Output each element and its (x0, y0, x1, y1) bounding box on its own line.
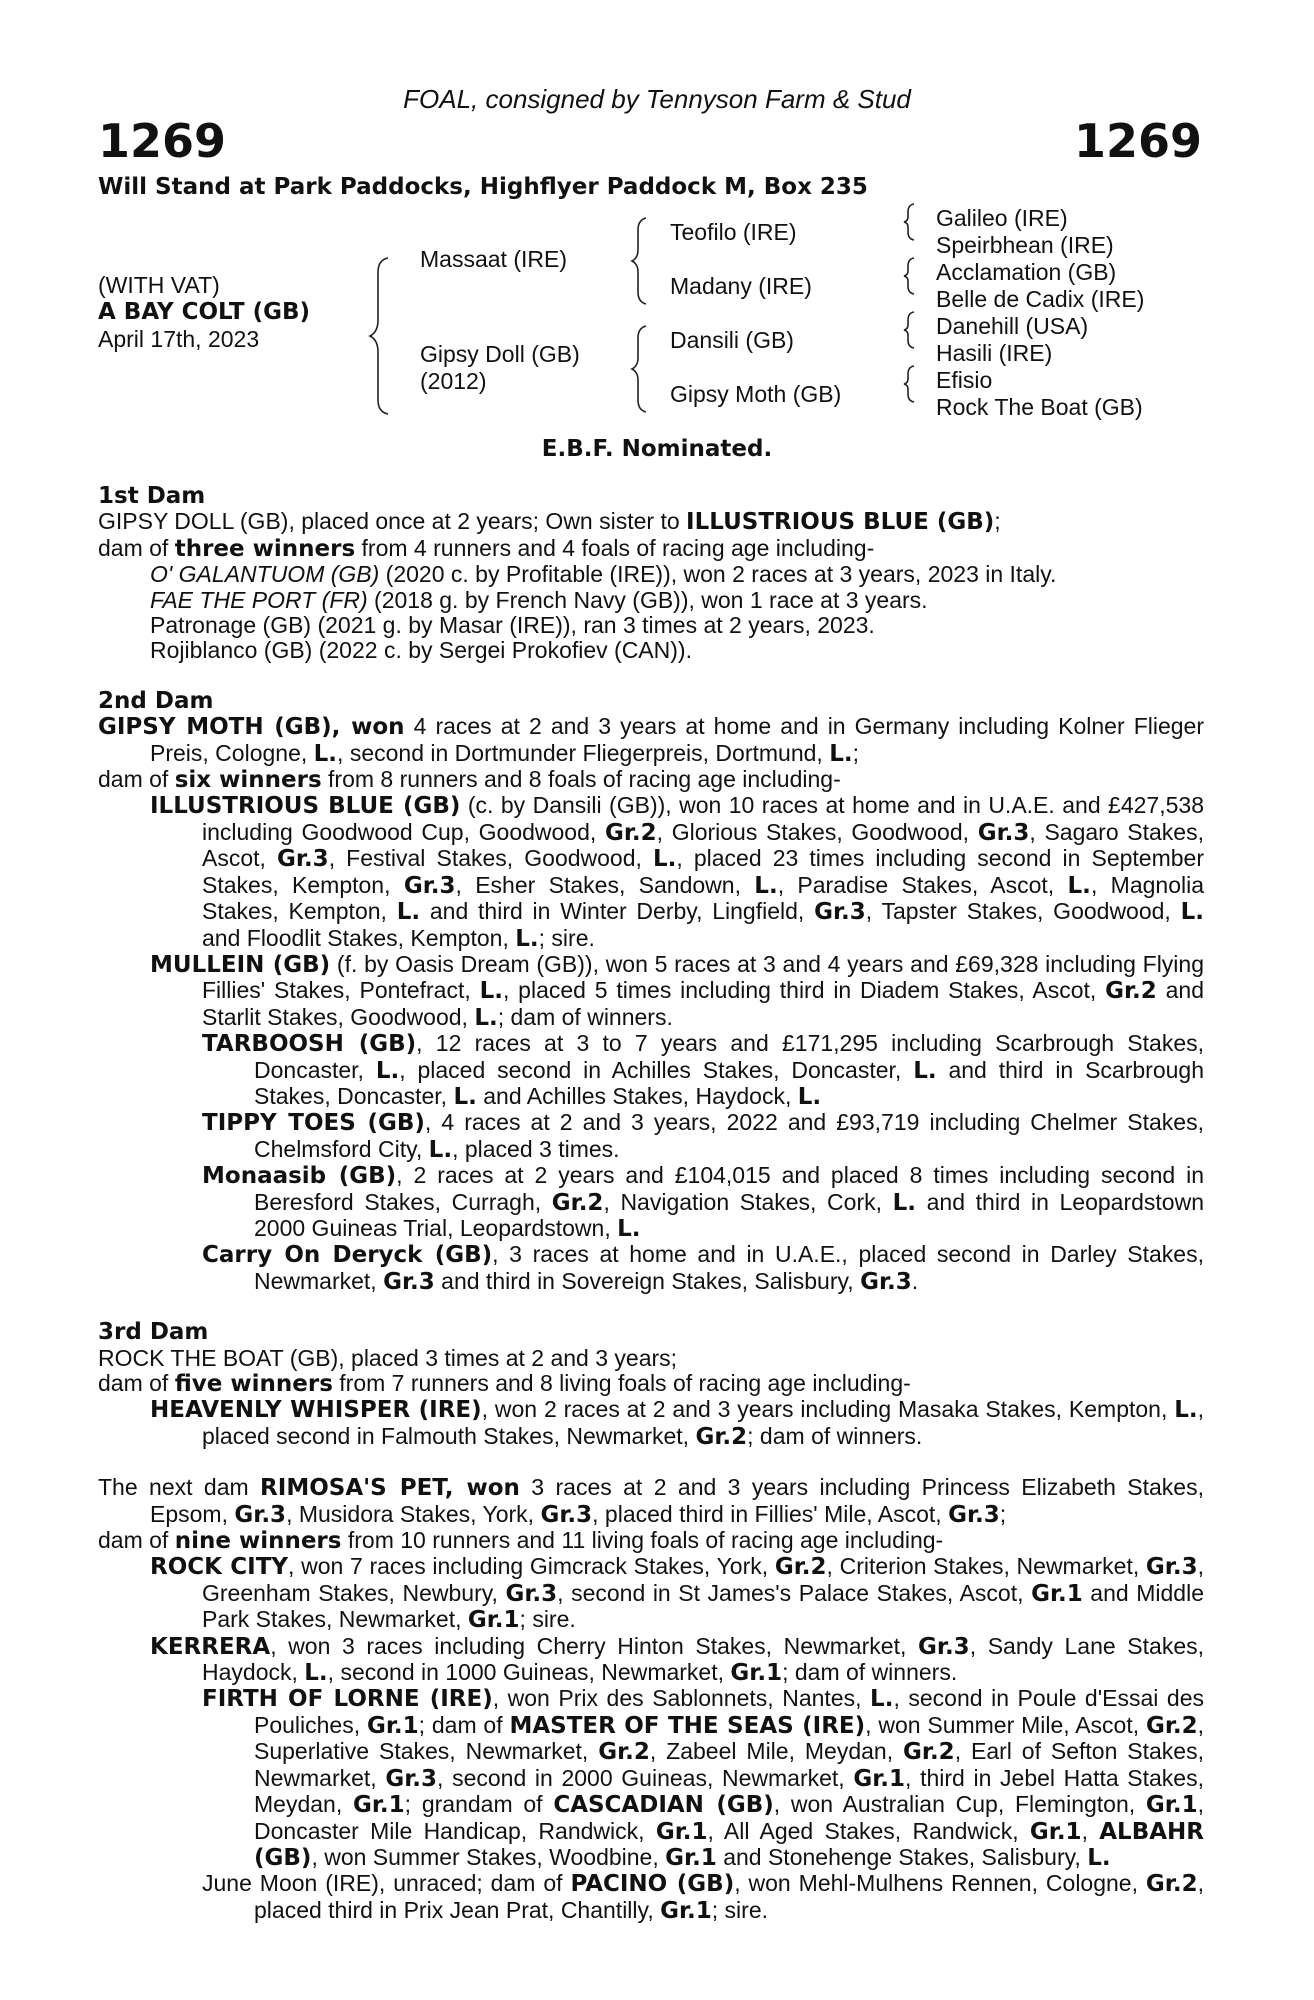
third-dam-line: ROCK THE BOAT (GB), placed 3 times at 2 and 3 years; (98, 1344, 678, 1371)
first-dam-produce: dam of three winners from 4 runners and 4 foals of racing age including- (98, 534, 875, 562)
produce-3: Patronage (GB) (2021 g. by Masar (IRE)), ran 3 times at 2 years, 2023. (150, 612, 875, 639)
dam-sire: Dansili (GB) (670, 327, 794, 353)
brace-ds (904, 312, 914, 348)
gen3-7: Efisio (936, 367, 993, 393)
sire-dam: Madany (IRE) (670, 273, 812, 299)
produce-1: O' GALANTUOM (GB) (2020 c. by Profitable (IRE)), won 2 races at 3 years, 2023 in Italy. (150, 561, 1057, 588)
gen3-2: Speirbhean (IRE) (936, 232, 1114, 258)
lot-number-right: 1269 (1073, 114, 1202, 168)
brace-ss (904, 204, 914, 240)
carry-on-deryck-entry: Carry On Deryck (GB), 3 races at home and in U.A.E., placed second in Darley Stakes, Newmarket, Gr.3 and third in Sovereign Stakes, Salisbury, Gr.3. (202, 1241, 1204, 1295)
catalogue-body (98, 484, 1204, 1924)
brace-sire (632, 218, 646, 304)
dam-year: (2012) (420, 368, 487, 394)
second-dam-heading: 2nd Dam (98, 687, 214, 714)
next-dam-line: The next dam RIMOSA'S PET, won 3 races at 2 and 3 years including Princess Elizabeth Stakes, Epsom, Gr.3, Musidora Stakes, York, Gr.3, placed third in Fillies' Mile, Ascot, Gr.3; (98, 1474, 1204, 1528)
gen3-1: Galileo (IRE) (936, 205, 1068, 231)
monaasib-entry: Monaasib (GB), 2 races at 2 years and £104,015 and placed 8 times including second in Beresford Stakes, Curragh, Gr.2, Navigation Stakes, Cork, L. and third in Leopardstown 2000 Guineas Trial, Leopardstown, L. (202, 1162, 1204, 1242)
gen3-8: Rock The Boat (GB) (936, 394, 1143, 420)
first-dam-line: GIPSY DOLL (GB), placed once at 2 years; Own sister to ILLUSTRIOUS BLUE (GB); (98, 508, 1001, 536)
rock-city-entry: ROCK CITY, won 7 races including Gimcrack Stakes, York, Gr.2, Criterion Stakes, Newmarket, Gr.3, Greenham Stakes, Newbury, Gr.3, second in St James's Palace Stakes, Ascot, Gr.1 and Middle Park Stakes, Newmarket, Gr.1; sire. (150, 1553, 1204, 1634)
illustrious-blue-entry: ILLUSTRIOUS BLUE (GB) (c. by Dansili (GB)), won 10 races at home and in U.A.E. and £427,538 including Goodwood Cup, Goodwood, Gr.2, Glorious Stakes, Goodwood, Gr.3, Sagaro Stakes, Ascot, Gr.3, Festival Stakes, Goodwood, L., placed 23 times including second in September Stakes, Kempton, Gr.3, Esher Stakes, Sandown, L., Paradise Stakes, Ascot, L., Magnolia Stakes, Kempton, L. and third in Winter Derby, Lingfield, Gr.3, Tapster Stakes, Goodwood, L. and Floodlit Stakes, Kempton, L.; sire. (150, 792, 1204, 952)
sire-sire: Teofilo (IRE) (670, 219, 797, 245)
consignment-line: FOAL, consigned by Tennyson Farm & Stud (403, 84, 911, 114)
second-dam-line: GIPSY MOTH (GB), won 4 races at 2 and 3 years at home and in Germany including Kolner Flieger Preis, Cologne, L., second in Dortmunder Fliegerpreis, Dortmund, L.; (98, 713, 1204, 767)
gen3-5: Danehill (USA) (936, 313, 1089, 339)
ebf-note: E.B.F. Nominated. (541, 436, 773, 462)
gen3-3: Acclamation (GB) (936, 259, 1117, 285)
next-dam-produce: dam of nine winners from 10 runners and 11 living foals of racing age including- (98, 1527, 944, 1555)
tippy-toes-entry: TIPPY TOES (GB), 4 races at 2 and 3 years, 2022 and £93,719 including Chelmer Stakes, Chelmsford City, L., placed 3 times. (202, 1109, 1204, 1163)
stand-location: Will Stand at Park Paddocks, Highflyer Paddock M, Box 235 (98, 174, 868, 200)
third-dam-produce: dam of five winners from 7 runners and 8 living foals of racing age including- (98, 1370, 911, 1397)
lot-number-left: 1269 (98, 114, 227, 168)
first-dam-heading: 1st Dam (98, 483, 206, 509)
foaling-date: April 17th, 2023 (98, 326, 260, 352)
brace-sd (904, 258, 914, 294)
dam: Gipsy Doll (GB) (420, 341, 580, 367)
sire: Massaat (IRE) (420, 246, 567, 272)
pedigree-braces (0, 0, 1314, 440)
brace-dam (632, 326, 646, 412)
firth-of-lorne-entry: FIRTH OF LORNE (IRE), won Prix des Sablonnets, Nantes, L., second in Poule d'Essai des Pouliches, Gr.1; dam of MASTER OF THE SEAS (IRE), won Summer Mile, Ascot, Gr.2, Superlative Stakes, Newmarket, Gr.2, Zabeel Mile, Meydan, Gr.2, Earl of Sefton Stakes, Newmarket, Gr.3, second in 2000 Guineas, Newmarket, Gr.1, third in Jebel Hatta Stakes, Meydan, Gr.1; grandam of CASCADIAN (GB), won Australian Cup, Flemington, Gr.1, Doncaster Mile Handicap, Randwick, Gr.1, All Aged Stakes, Randwick, Gr.1, ALBAHR (GB), won Summer Stakes, Woodbine, Gr.1 and Stonehenge Stakes, Salisbury, L. (202, 1685, 1205, 1871)
june-moon-entry: June Moon (IRE), unraced; dam of PACINO (GB), won Mehl-Mulhens Rennen, Cologne, Gr.2, placed third in Prix Jean Prat, Chantilly, Gr.1; sire. (202, 1870, 1204, 1924)
dam-dam: Gipsy Moth (GB) (670, 381, 842, 407)
gen3-4: Belle de Cadix (IRE) (936, 286, 1145, 312)
tarboosh-entry: TARBOOSH (GB), 12 races at 3 to 7 years and £171,295 including Scarbrough Stakes, Doncaster, L., placed second in Achilles Stakes, Doncaster, L. and third in Scarbrough Stakes, Doncaster, L. and Achilles Stakes, Haydock, L. (202, 1030, 1204, 1110)
gen3-6: Hasili (IRE) (936, 340, 1053, 366)
brace-dd (904, 366, 914, 402)
horse-description: A BAY COLT (GB) (98, 299, 311, 325)
third-dam-heading: 3rd Dam (98, 1319, 209, 1346)
second-dam-produce: dam of six winners from 8 runners and 8 foals of racing age including- (98, 766, 841, 794)
kerrera-entry: KERRERA, won 3 races including Cherry Hinton Stakes, Newmarket, Gr.3, Sandy Lane Stakes, Haydock, L., second in 1000 Guineas, Newmarket, Gr.1; dam of winners. (150, 1632, 1204, 1687)
brace-gen1 (370, 258, 388, 414)
heavenly-whisper-entry: HEAVENLY WHISPER (IRE), won 2 races at 2 and 3 years including Masaka Stakes, Kempton, L., placed second in Falmouth Stakes, Newmarket, Gr.2; dam of winners. (150, 1396, 1204, 1450)
produce-4: Rojiblanco (GB) (2022 c. by Sergei Prokofiev (CAN)). (150, 637, 692, 664)
vat-note: (WITH VAT) (98, 272, 220, 298)
mullein-entry: MULLEIN (GB) (f. by Oasis Dream (GB)), won 5 races at 3 and 4 years and £69,328 including Flying Fillies' Stakes, Pontefract, L., placed 5 times including third in Diadem Stakes, Ascot, Gr.2 and Starlit Stakes, Goodwood, L.; dam of winners. (150, 950, 1204, 1031)
produce-2: FAE THE PORT (FR) (2018 g. by French Navy (GB)), won 1 race at 3 years. (150, 586, 928, 613)
